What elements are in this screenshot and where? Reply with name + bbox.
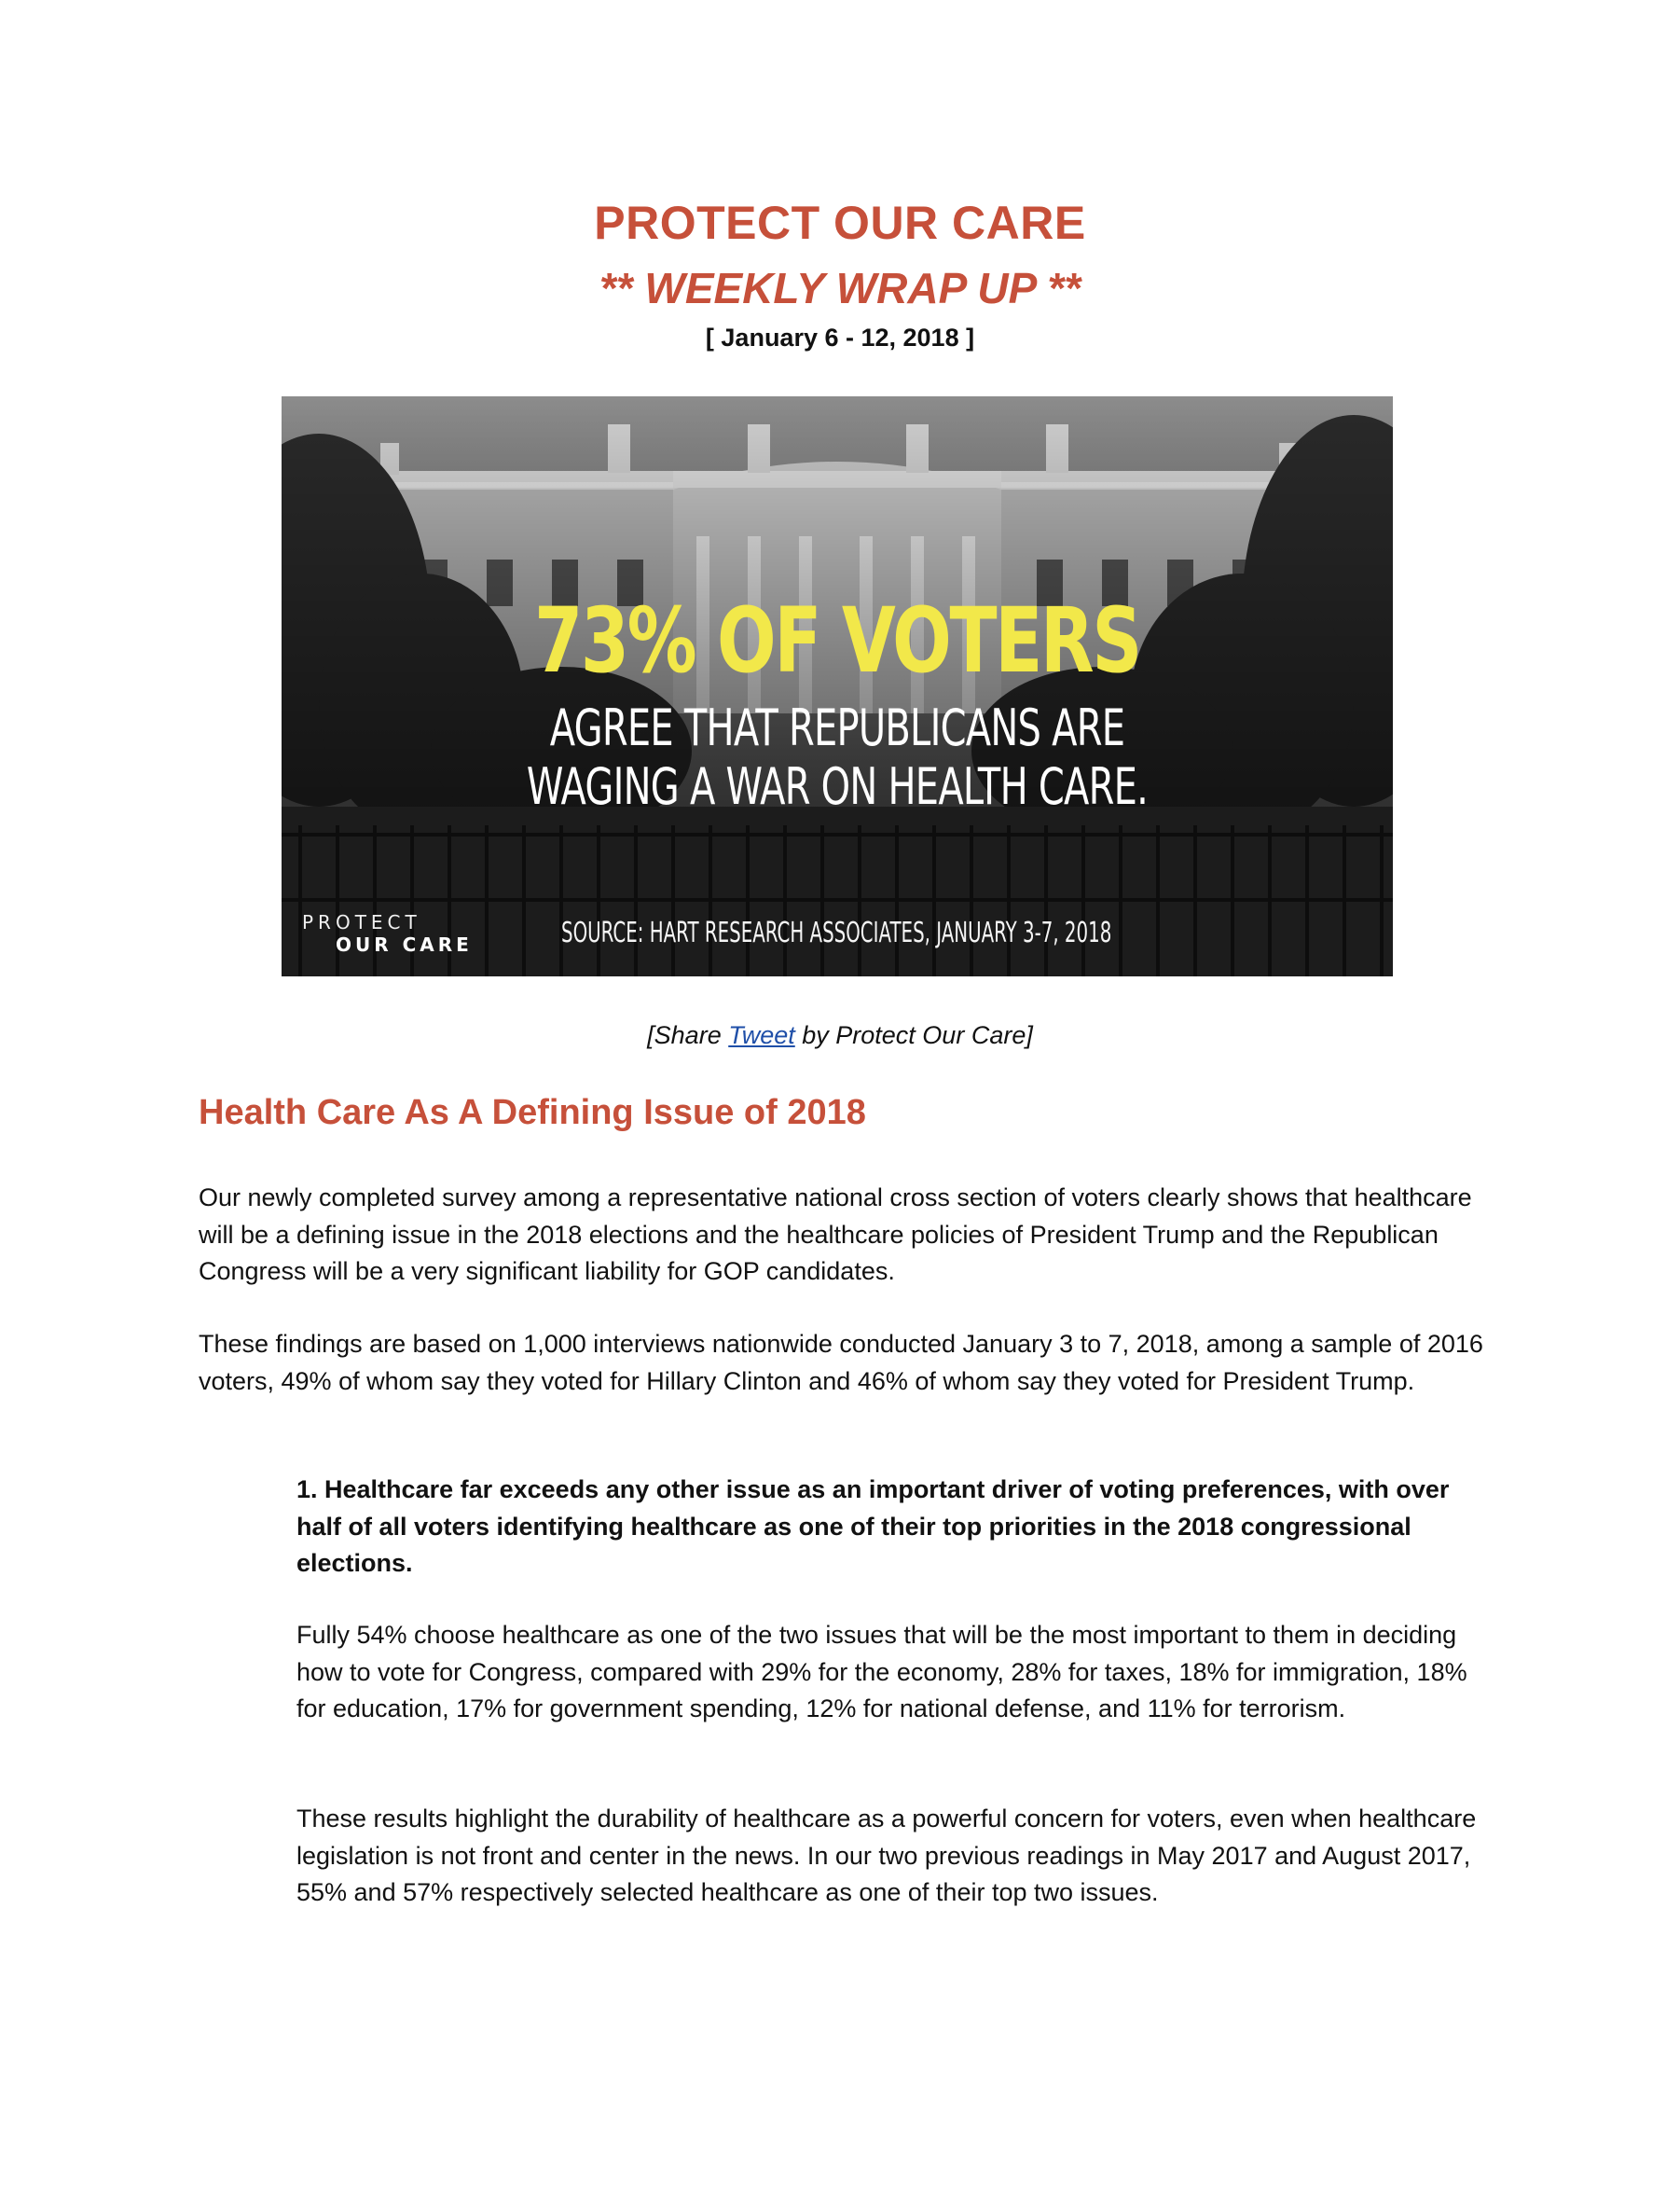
date-range: [ January 6 - 12, 2018 ] — [705, 324, 975, 352]
share-prefix: [Share — [647, 1021, 729, 1049]
page-subtitle: ** WEEKLY WRAP UP ** — [599, 264, 1081, 312]
intro-paragraph: Our newly completed survey among a representative national cross section of voters clearly shows that healthcare will be a defining issue in the 2018 elections and the healthcare policies of President Trump and the Republican Congress will be a very significant liability for GOP candidates. — [199, 1183, 1472, 1285]
finding-paragraph: Fully 54% choose healthcare as one of the two issues that will be the most important to them in deciding how to vote for Congress, compared with 29% for the economy, 28% for taxes, 18% for immigration, 18% for education, 17% for government spending, 12% for national defense, and 11% for terrorism. — [296, 1621, 1467, 1722]
page-title: PROTECT OUR CARE — [594, 197, 1086, 249]
banner-image — [282, 396, 1393, 976]
finding-paragraph: These results highlight the durability of healthcare as a powerful concern for voters, even when healthcare legislation is not front and center in the news. In our two previous readings in May 2017 and August 2017, 55% and 57% respectively selected healthcare as one of their top two issues. — [296, 1805, 1477, 1906]
banner-line-1: AGREE THAT REPUBLICANS ARE — [549, 698, 1125, 757]
banner-line-2: WAGING A WAR ON HEALTH CARE. — [526, 757, 1149, 816]
finding-heading: 1. Healthcare far exceeds any other issue as an important driver of voting preferences, with over half of all voters identifying healthcare as one of their top priorities in the 2018 congressional elections. — [296, 1475, 1450, 1577]
banner-logo-our-care: OUR CARE — [336, 933, 473, 956]
banner-headline: 73% OF VOTERS — [534, 588, 1140, 693]
banner-logo-protect: PROTECT — [302, 911, 421, 933]
tweet-link[interactable]: Tweet — [728, 1021, 795, 1049]
methodology-paragraph: These findings are based on 1,000 interviews nationwide conducted January 3 to 7, 2018, among a sample of 2016 voters, 49% of whom say they voted for Hillary Clinton and 46% of whom say they voted for President Trump. — [199, 1330, 1483, 1395]
share-caption — [0, 1021, 1680, 1050]
banner-source: SOURCE: HART RESEARCH ASSOCIATES, JANUARY 3-7, 2018 — [561, 917, 1112, 949]
section-heading: Health Care As A Defining Issue of 2018 — [199, 1093, 866, 1132]
share-suffix: by Protect Our Care] — [794, 1021, 1033, 1049]
